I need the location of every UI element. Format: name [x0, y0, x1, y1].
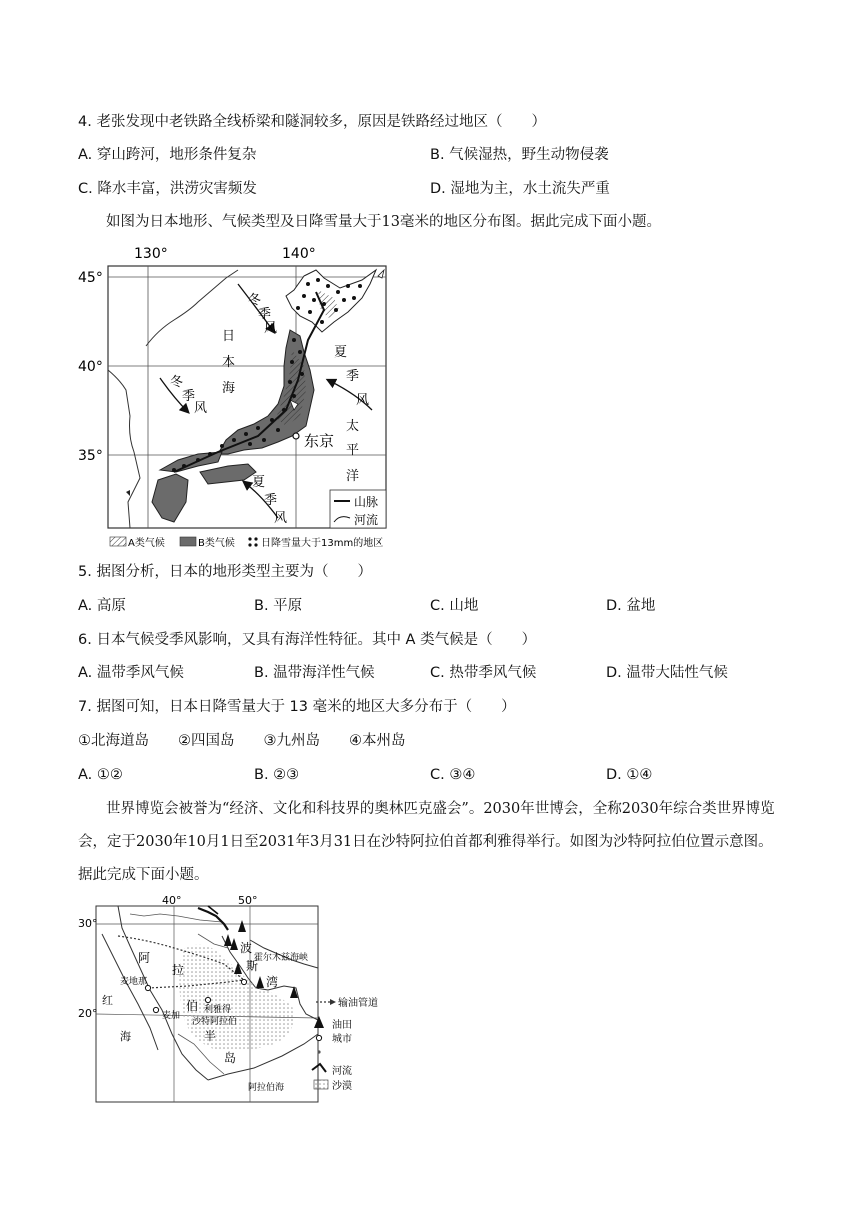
mecca-city [153, 1007, 158, 1012]
winter-wind-2-char-1: 冬 [170, 375, 184, 390]
intro-japan-map [78, 206, 784, 239]
legend-city: 城市 [332, 1034, 352, 1045]
japan-map [78, 240, 394, 552]
legend-river: 河流 [354, 513, 379, 527]
tokyo-label: 东京 [304, 432, 335, 450]
s-lat-30: 30° [78, 917, 98, 930]
peninsula-char-1: 阿 [138, 951, 151, 965]
q5-option-b: B. 平原 [254, 598, 303, 614]
q6-option-c: C. 热带季风气候 [430, 665, 537, 681]
summer-wind-2-char-1: 夏 [252, 475, 266, 490]
peninsula-char-3: 伯 [186, 999, 199, 1013]
s-lon-40: 40° [162, 894, 182, 907]
tokyo-marker [293, 433, 299, 439]
q4-option-a: A. 穿山跨河，地形条件复杂 [78, 147, 257, 163]
legend-a-climate: A类气候 [128, 538, 165, 549]
lat-label-45: 45° [78, 270, 103, 286]
lon-label-130: 130° [134, 246, 168, 262]
lat-label-35: 35° [78, 448, 103, 464]
lon-label-140: 140° [282, 246, 316, 262]
arabian-sea-label: 阿拉伯海 [248, 1083, 285, 1093]
shikoku-island [200, 464, 256, 484]
legend-snow: 日降雪量大于13mm的地区 [261, 538, 384, 549]
q7-option-d: D. ①④ [606, 767, 653, 783]
legend-pipeline: 输油管道 [338, 998, 378, 1009]
saudi-map [78, 894, 396, 1110]
legend-mountain: 山脉 [354, 495, 379, 509]
summer-wind-1-char-1: 夏 [334, 345, 348, 360]
q6-option-a: A. 温带季风气候 [78, 665, 184, 681]
legend-river-2: 河流 [332, 1066, 352, 1077]
pacific-char-2: 平 [346, 443, 360, 458]
winter-wind-1-char-3: 风 [264, 321, 278, 336]
gulf-char-3: 湾 [266, 975, 279, 989]
q6-option-b: B. 温带海洋性气候 [254, 665, 375, 681]
winter-wind-2-char-3: 风 [194, 401, 208, 416]
peninsula-char-4: 半 [204, 1029, 217, 1043]
riyadh-city [205, 997, 210, 1002]
pacific-char-3: 洋 [346, 469, 360, 484]
legend-desert: 沙漠 [332, 1081, 352, 1092]
q7-choices: ①北海道岛 ②四国岛 ③九州岛 ④本州岛 [78, 733, 406, 749]
sea-of-japan-char-1: 日 [222, 329, 236, 344]
legend-oil: 油田 [332, 1020, 352, 1031]
winter-wind-1-char-1: 冬 [248, 293, 262, 308]
q5-option-c: C. 山地 [430, 598, 479, 614]
peninsula-char-5: 岛 [224, 1051, 237, 1065]
q7-option-b: B. ②③ [254, 767, 300, 783]
intro-saudi-text: 世界博览会被誉为“经济、文化和科技界的奥林匹克盛会”。2030年世博会，全称2030年综合类世界博览会，定于2030年10月1日至2031年3月31日在沙特阿拉伯首都利雅得举行。如图为沙特阿拉伯位置示意图。据此完成下面小题。 [78, 801, 775, 883]
q5-option-d: D. 盆地 [606, 598, 656, 614]
intro-saudi-map [78, 793, 784, 892]
q7-option-a: A. ①② [78, 767, 123, 783]
question-4-stem: 4. 老张发现中老铁路全线桥梁和隧洞较多，原因是铁路经过地区（ ） [78, 114, 546, 130]
medina-label: 麦地那 [120, 977, 148, 987]
gulf-char-2: 斯 [246, 959, 259, 973]
q4-option-d: D. 湿地为主，水土流失严重 [430, 181, 610, 197]
riyadh-label: 利雅得 [204, 1005, 232, 1015]
q4-option-b: B. 气候湿热，野生动物侵袭 [430, 147, 609, 163]
q4-option-c: C. 降水丰富，洪涝灾害频发 [78, 181, 257, 197]
saudi-label: 沙特阿拉伯 [192, 1017, 238, 1027]
q7-option-c: C. ③④ [430, 767, 476, 783]
question-6-stem: 6. 日本气候受季风影响，又具有海洋性特征。其中 A 类气候是（ ） [78, 632, 537, 648]
s-lon-50: 50° [238, 894, 258, 907]
summer-wind-2-char-2: 季 [264, 493, 278, 508]
intro-japan-text: 如图为日本地形、气候类型及日降雪量大于13毫米的地区分布图。据此完成下面小题。 [106, 214, 661, 230]
kyushu-island [152, 474, 188, 522]
gulf-char-1: 波 [240, 941, 253, 955]
q6-option-d: D. 温带大陆性气候 [606, 665, 728, 681]
winter-wind-1-char-2: 季 [258, 307, 272, 322]
red-sea-char-2: 海 [120, 1030, 131, 1043]
red-sea-char-1: 红 [102, 994, 113, 1007]
hormuz-label: 霍尔木兹海峡 [254, 953, 309, 963]
winter-wind-2-char-2: 季 [182, 389, 196, 404]
sea-of-japan-char-3: 海 [222, 381, 236, 396]
question-7-stem: 7. 据图可知，日本日降雪量大于 13 毫米的地区大多分布于（ ） [78, 699, 516, 715]
q5-option-a: A. 高原 [78, 598, 126, 614]
summer-wind-2-char-3: 风 [274, 511, 288, 526]
legend-b-climate: B类气候 [198, 538, 235, 549]
lat-label-40: 40° [78, 359, 103, 375]
pacific-char-1: 太 [346, 419, 360, 434]
sea-of-japan-char-2: 本 [222, 355, 236, 370]
question-5-stem: 5. 据图分析，日本的地形类型主要为（ ） [78, 564, 372, 580]
s-lat-20: 20° [78, 1007, 98, 1020]
summer-wind-1-char-3: 风 [356, 393, 370, 408]
mecca-label: 麦加 [162, 1011, 181, 1021]
peninsula-char-2: 拉 [172, 963, 185, 977]
summer-wind-1-char-2: 季 [346, 369, 360, 384]
